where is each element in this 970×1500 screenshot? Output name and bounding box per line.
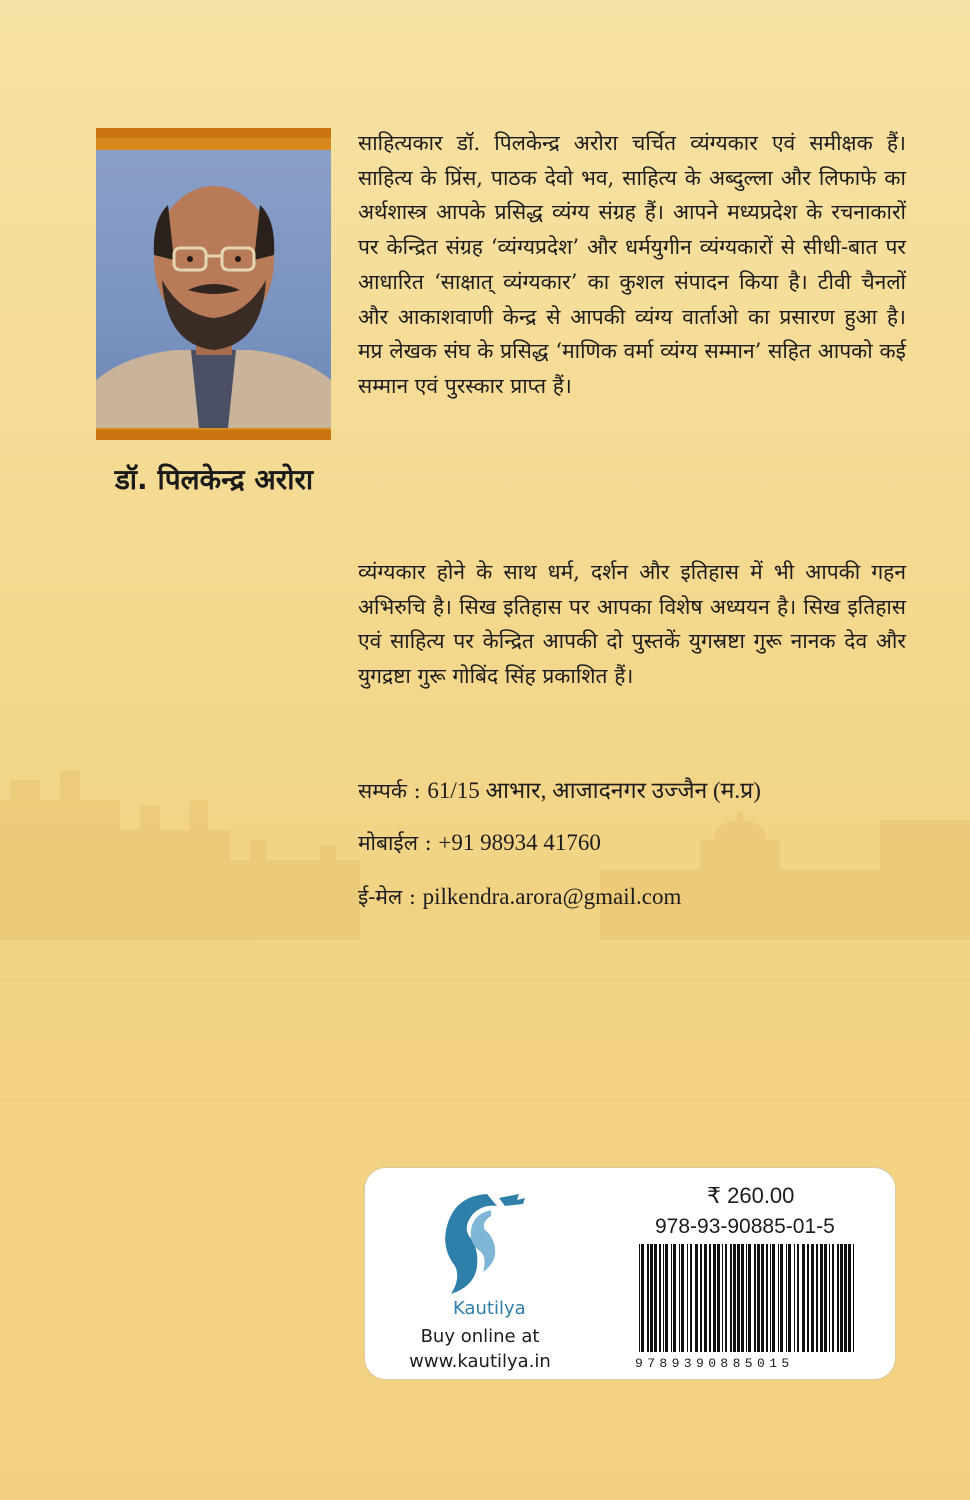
barcode-bar <box>829 1244 830 1352</box>
barcode-bar <box>654 1244 657 1352</box>
barcode-bar <box>690 1244 692 1352</box>
barcode-bar <box>837 1244 839 1352</box>
book-price: ₹ 260.00 <box>707 1183 795 1208</box>
email-value: pilkendra.arora@gmail.com <box>422 884 682 909</box>
barcode-bar <box>766 1244 768 1352</box>
mobile-value: +91 98934 41760 <box>438 830 601 855</box>
barcode-bar <box>780 1244 783 1352</box>
barcode-bar <box>820 1244 823 1352</box>
barcode-bar <box>772 1244 775 1352</box>
barcode-digits: 9789390885015 <box>635 1356 794 1371</box>
barcode-bar <box>725 1244 727 1352</box>
barcode-bar <box>681 1244 684 1352</box>
mobile-label: मोबाईल : <box>358 831 439 855</box>
bio-paragraph-1: साहित्यकार डॉ. पिलकेन्द्र अरोरा चर्चित व्यंग्यकार एवं समीक्षक हैं। साहित्य के प्रिंस, पाठक देवो भव, साहित्य के अब्दुल्ला और लिफाफे का अर्थशास्त्र आपके प्रसिद्ध व्यंग्य संग्रह हैं। आपने मध्यप्रदेश के रचनाकारों पर केन्द्रित संग्रह ‘व्यंग्यप्रदेश’ और धर्मयुगीन व्यंग्यकारों से सीधी-बात पर आधारित ‘साक्षात् व्यंग्यकार’ का कुशल संपादन किया है। टीवी चैनलों और आकाशवाणी केन्द्र से आपकी व्यंग्य वार्ताओ का प्रसारण हुआ है। मप्र लेखक संघ के प्रसिद्ध ‘माणिक वर्मा व्यंग्य सम्मान’ सहित आपको कई सम्मान एवं पुरस्कार प्राप्त हैं। <box>358 131 906 398</box>
barcode-bar <box>695 1244 698 1352</box>
barcode-bar <box>788 1244 791 1352</box>
barcode-bar <box>778 1244 779 1352</box>
kautilya-logo-icon <box>425 1186 535 1301</box>
barcode-bar <box>802 1244 805 1352</box>
author-name: डॉ. पिलकेन्द्र अरोरा <box>114 463 314 496</box>
address-value: 61/15 आभार, आजादनगर उज्जैन (म.प्र) <box>427 778 761 803</box>
barcode-bar <box>786 1244 787 1352</box>
barcode-bar <box>700 1244 702 1352</box>
barcode-bar <box>797 1244 799 1352</box>
publisher-website: www.kautilya.in <box>409 1351 551 1372</box>
barcode-bar <box>844 1244 847 1352</box>
barcode-bar <box>811 1244 814 1352</box>
contact-address <box>358 773 906 805</box>
bio-paragraph-2: व्यंग्यकार होने के साथ धर्म, दर्शन और इतिहास में भी आपकी गहन अभिरुचि है। सिख इतिहास पर आपका विशेष अध्ययन है। सिख इतिहास एवं साहित्य पर केन्द्रित आपकी दो पुस्तकें युगस्रष्टा गुरू नानक देव और युगद्रष्टा गुरू गोबिंद सिंह प्रकाशित हैं। <box>358 560 906 689</box>
barcode-bar <box>754 1244 756 1352</box>
barcode-bar <box>663 1244 664 1352</box>
barcode-bar <box>807 1244 809 1352</box>
barcode-bar <box>733 1244 736 1352</box>
barcode-bar <box>832 1244 834 1352</box>
barcode-bar <box>748 1244 751 1352</box>
barcode-bar <box>840 1244 843 1352</box>
isbn-barcode <box>637 1244 859 1354</box>
author-portrait-illustration <box>96 150 331 428</box>
barcode-bar <box>770 1244 771 1352</box>
book-isbn: 978-93-90885-01-5 <box>655 1215 835 1238</box>
barcode-bar <box>639 1244 640 1352</box>
barcode-bar <box>737 1244 740 1352</box>
author-photo <box>96 150 331 428</box>
barcode-bar <box>665 1244 668 1352</box>
barcode-bar <box>757 1244 760 1352</box>
barcode-bar <box>730 1244 732 1352</box>
author-photo-frame <box>96 128 331 440</box>
barcode-bar <box>853 1244 854 1352</box>
email-label: ई-मेल : <box>358 885 423 909</box>
contact-mobile <box>358 829 906 857</box>
publisher-logo-text: Kautilya <box>453 1298 526 1319</box>
buy-online-label: Buy online at <box>420 1326 540 1347</box>
barcode-bar <box>746 1244 747 1352</box>
barcode-bar <box>704 1244 707 1352</box>
barcode-bar <box>717 1244 720 1352</box>
barcode-bar <box>673 1244 676 1352</box>
barcode-bar <box>816 1244 818 1352</box>
barcode-bar <box>709 1244 711 1352</box>
barcode-bar <box>741 1244 744 1352</box>
barcode-bar <box>794 1244 795 1352</box>
barcode-bar <box>824 1244 827 1352</box>
publisher-box <box>364 1167 896 1380</box>
barcode-bar <box>650 1244 653 1352</box>
barcode-bar <box>687 1244 688 1352</box>
barcode-bar <box>647 1244 649 1352</box>
contact-email <box>358 883 906 911</box>
barcode-bar <box>641 1244 644 1352</box>
barcode-bar <box>722 1244 723 1352</box>
barcode-bar <box>761 1244 764 1352</box>
barcode-bar <box>848 1244 851 1352</box>
barcode-bar <box>713 1244 716 1352</box>
barcode-bar <box>671 1244 672 1352</box>
address-label: सम्पर्क : <box>358 779 428 803</box>
publisher-logo <box>395 1186 565 1376</box>
barcode-bar <box>679 1244 680 1352</box>
barcode-bar <box>659 1244 661 1352</box>
